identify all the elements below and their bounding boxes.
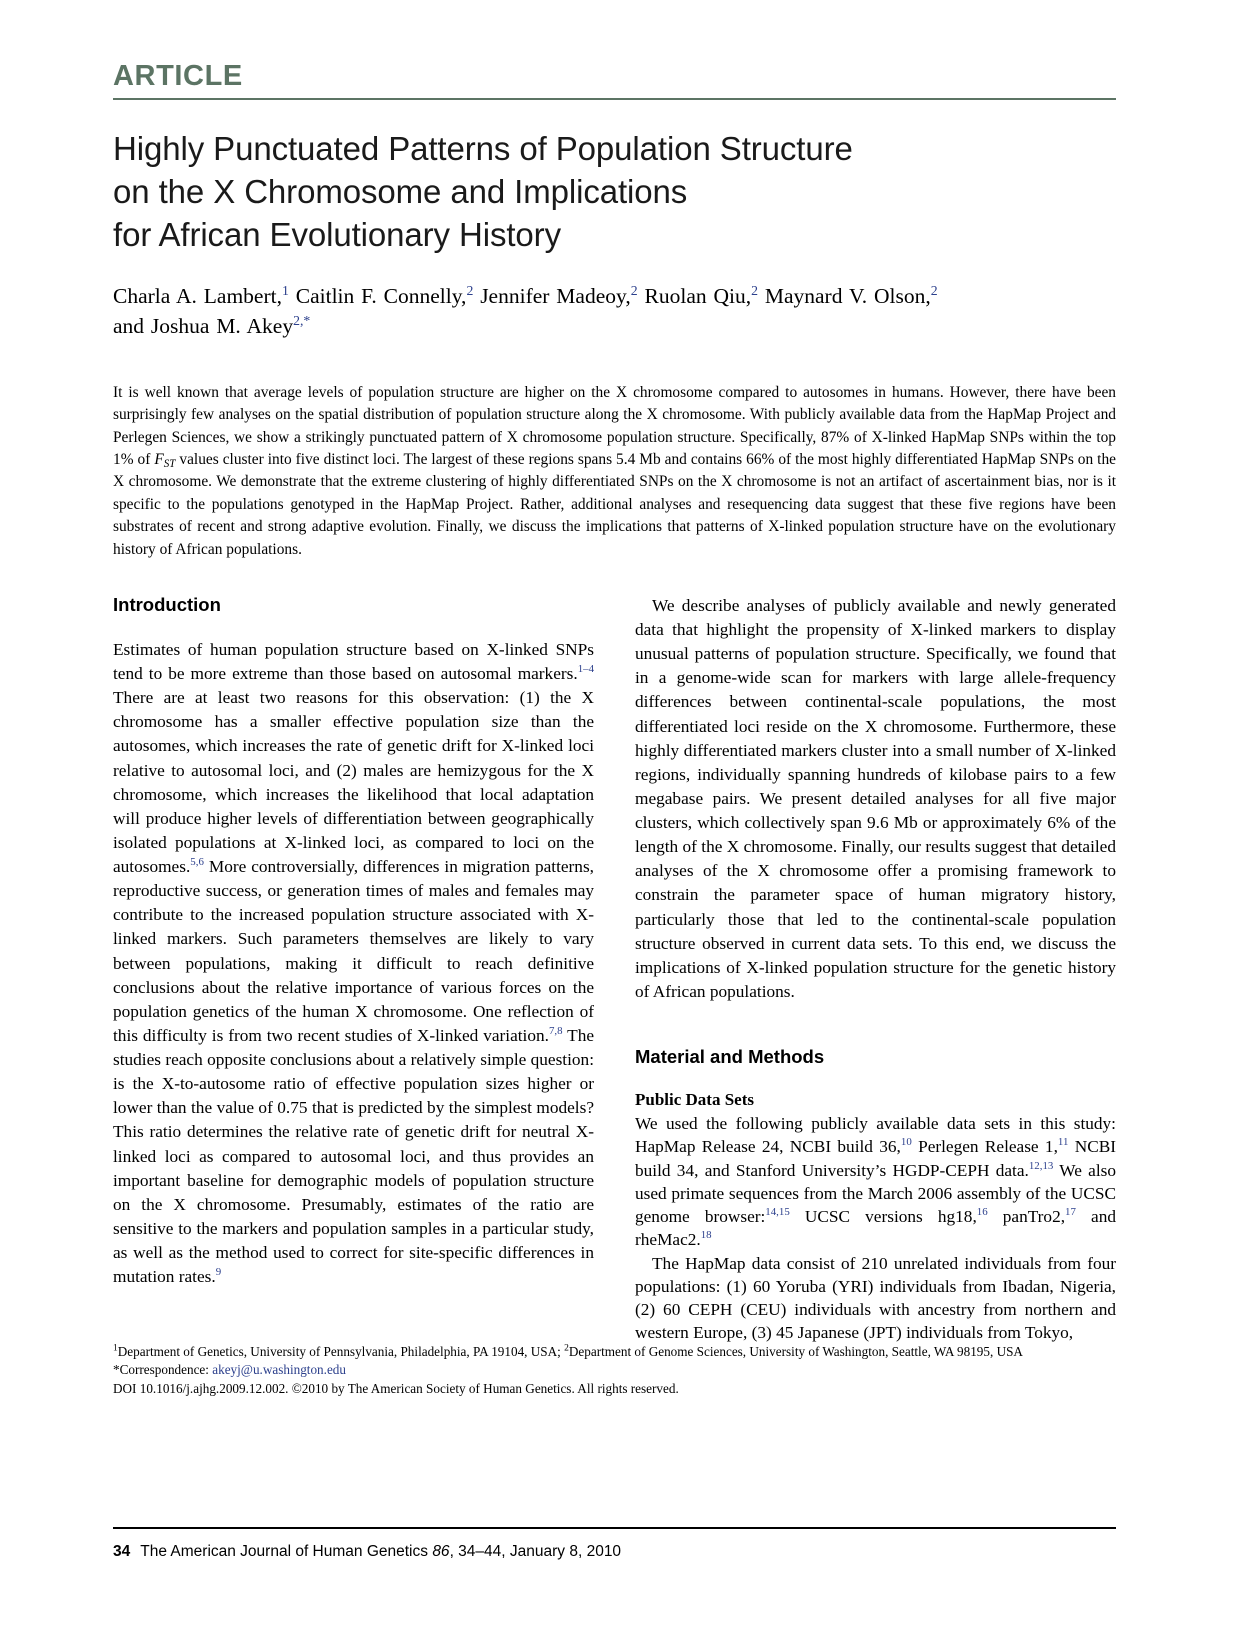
paragraph-text: We used the following publicly available data sets in this study: HapMap Release 24, NCBI build 36,	[635, 1114, 1116, 1157]
author-affiliation-marker: 1	[281, 282, 289, 298]
title-line-1: Highly Punctuated Patterns of Population Structure	[113, 130, 853, 167]
citation-ref[interactable]: 14,15	[765, 1206, 790, 1219]
doi-copyright-line: DOI 10.1016/j.ajhg.2009.12.002. ©2010 by The American Society of Human Genetics. All rights reserved.	[113, 1380, 679, 1396]
correspondence-email-link[interactable]: akeyj@u.washington.edu	[212, 1362, 346, 1378]
citation-ref[interactable]: 12,13	[1028, 1159, 1054, 1172]
article-kicker: ARTICLE	[113, 60, 243, 92]
citation-ref[interactable]: 17	[1065, 1206, 1076, 1219]
citation-ref[interactable]: 1–4	[577, 663, 594, 676]
abstract-text: It is well known that average levels of population structure are higher on the X chromosome compared to autosomes in humans. However, there have been surprisingly few analyses on the spatial distribution of population structure along the X chromosome. With publicly available data from the HapMap Project and Perlegen Sciences, we show a strikingly punctuated pattern of X chromosome population structure. Specifically, 87% of X-linked HapMap SNPs within the top 1% of	[113, 383, 1116, 468]
paragraph-overview: We describe analyses of publicly available and newly generated data that highlight the propensity of X-linked markers to display unusual patterns of population structure. Specifically, we found that in a genome-wide scan for markers with large allele-frequency differences between continental-scale populations, the most differentiated loci reside on the X chromosome. Furthermore, these highly differentiated markers cluster into a small number of X-linked regions, individually spanning hundreds of kilobase pairs to a few megabase pairs. We present detailed analyses for all five major clusters, which collectively span 9.6 Mb or approximately 6% of the length of the X chromosome. Finally, our results suggest that detailed analyses of the X chromosome offer a promising framework to constrain the parameter space of human migratory history, particularly those that led to the continental-scale population structure observed in current data sets. To this end, we discuss the implications of X-linked population structure for the genetic history of African populations.	[635, 595, 1116, 1001]
author-affiliation-marker: 2	[930, 282, 938, 298]
author-affiliation-marker: 2	[751, 282, 758, 298]
paragraph-text: panTro2,	[987, 1207, 1066, 1227]
paragraph-introduction	[113, 638, 594, 1289]
paragraph-hapmap-data: The HapMap data consist of 210 unrelated individuals from four populations: (1) 60 Yoruba (YRI) individuals from Ibadan, Nigeria, (2) 60 CEPH (CEU) individuals with ancestry from northern and western Europe, (3) 45 Japanese (JPT) individuals from Tokyo,	[635, 1253, 1116, 1343]
fst-subscript: ST	[163, 457, 176, 470]
author-name: Maynard V. Olson,	[757, 283, 931, 308]
fst-letter: F	[154, 450, 164, 468]
citation-ref[interactable]: 5,6	[190, 856, 204, 869]
footer-divider	[113, 1527, 1116, 1529]
page-number: 34	[113, 1543, 131, 1560]
paragraph-text: The studies reach opposite conclusions about a relatively simple question: is the X-to-autosome ratio of effective population sizes higher or lower than the value of 0.75 that is predicted by the simplest models? This ratio determines the relative rate of genetic drift for neutral X-linked loci as compared to autosomal loci, and thus provides an important baseline for demographic models of population structure on the X chromosome. Presumably, estimates of the ratio are sensitive to the markers and population samples in a particular study, as well as the method used to correct for site-specific differences in mutation rates.	[113, 1025, 595, 1287]
affiliation-text: Department of Genome Sciences, University of Washington, Seattle, WA 98195, USA	[568, 1344, 1023, 1359]
paragraph-public-data-sets	[635, 1112, 1116, 1252]
title-line-3: for African Evolutionary History	[113, 215, 561, 253]
paragraph-text: We also used primate sequences from the March 2006 assembly of the UCSC genome browser:	[635, 1160, 1116, 1227]
author-affiliation-marker: 2	[630, 282, 638, 298]
title-line-2: on the X Chromosome and Implications	[113, 172, 688, 210]
journal-name: The American Journal of Human Genetics	[140, 1543, 433, 1560]
author-affiliation-marker: 2	[466, 282, 474, 298]
paragraph-text: UCSC versions hg18,	[789, 1207, 977, 1227]
body-columns	[113, 594, 1116, 1345]
author-name: Jennifer Madeoy,	[473, 283, 631, 308]
section-heading-material-and-methods: Material and Methods	[635, 1046, 825, 1068]
affiliation-marker: 1	[113, 1343, 118, 1354]
author-list	[113, 281, 1116, 342]
correspondence-label: *Correspondence:	[113, 1362, 213, 1378]
abstract	[113, 382, 1116, 561]
citation-ref[interactable]: 11	[1057, 1136, 1069, 1149]
subsection-heading-public-data-sets: Public Data Sets	[635, 1090, 754, 1110]
section-heading-introduction: Introduction	[113, 593, 221, 615]
author-name: Ruolan Qiu,	[637, 283, 752, 308]
article-banner	[113, 0, 1116, 100]
left-column	[113, 594, 594, 1345]
footnote-block	[113, 1343, 1116, 1398]
article-page	[113, 0, 1116, 1632]
affiliations-line	[113, 1343, 1116, 1361]
citation-ref[interactable]: 10	[900, 1136, 912, 1149]
paragraph-text: NCBI build 34, and Stanford University’s HGDP-CEPH data.	[635, 1137, 1117, 1180]
citation-ref[interactable]: 7,8	[548, 1025, 563, 1038]
citation-ref[interactable]: 9	[215, 1266, 222, 1279]
affiliation-text: Department of Genetics, University of Pennsylvania, Philadelphia, PA 19104, USA;	[117, 1344, 565, 1359]
paragraph-text: More controversially, differences in migration patterns, reproductive success, or generation times of males and females may contribute to the increased population structure associated with X-linked markers. Such parameters themselves are likely to vary between populations, making it difficult to reach definitive conclusions about the relative importance of various forces on the population genetics of the human X chromosome. One reflection of this difficulty is from two recent studies of X-linked variation.	[113, 857, 594, 1045]
journal-volume: 86	[432, 1543, 450, 1560]
citation-ref[interactable]: 18	[700, 1229, 712, 1242]
paragraph-text: and rheMac2.	[635, 1207, 1116, 1250]
journal-pages-date: , 34–44, January 8, 2010	[449, 1543, 622, 1560]
paragraph-text: There are at least two reasons for this observation: (1) the X chromosome has a smaller effective population size than the autosomes, which increases the rate of genetic drift for X-linked loci relative to autosomal loci, and (2) males are hemizygous for the X chromosome, which increases the likelihood that local adaptation will produce higher levels of differentiation between geographically isolated populations at X-linked loci, as compared to loci on the autosomes.	[113, 688, 594, 877]
author-affiliation-marker: 2,*	[293, 313, 311, 329]
banner-divider	[113, 98, 1116, 100]
fst-symbol	[154, 451, 175, 468]
footer-citation	[113, 1543, 1116, 1561]
author-name: Caitlin F. Connelly,	[288, 283, 467, 308]
paragraph-text: Estimates of human population structure based on X-linked SNPs tend to be more extreme than those based on autosomal markers.	[113, 639, 594, 684]
abstract-text: values cluster into five distinct loci. The largest of these regions spans 5.4 Mb and contains 66% of the most highly differentiated HapMap SNPs on the X chromosome. We demonstrate that the extreme clustering of highly differentiated SNPs on the X chromosome is not an artifact of ascertainment bias, nor is it specific to the populations genotyped in the HapMap Project. Rather, additional analyses and resequencing data suggest that these five regions have been substrates of recent and strong adaptive evolution. Finally, we discuss the implications that patterns of X-linked population structure have on the evolutionary history of African populations.	[113, 450, 1116, 558]
page-title	[113, 128, 1116, 257]
author-name: and Joshua M. Akey	[113, 314, 294, 339]
author-name: Charla A. Lambert,	[113, 283, 282, 308]
citation-ref[interactable]: 16	[976, 1206, 988, 1219]
paragraph-text: Perlegen Release 1,	[911, 1137, 1058, 1157]
page-footer	[113, 1527, 1116, 1561]
right-column	[635, 594, 1116, 1345]
correspondence-line	[113, 1361, 1116, 1379]
affiliation-marker: 2	[564, 1343, 569, 1354]
